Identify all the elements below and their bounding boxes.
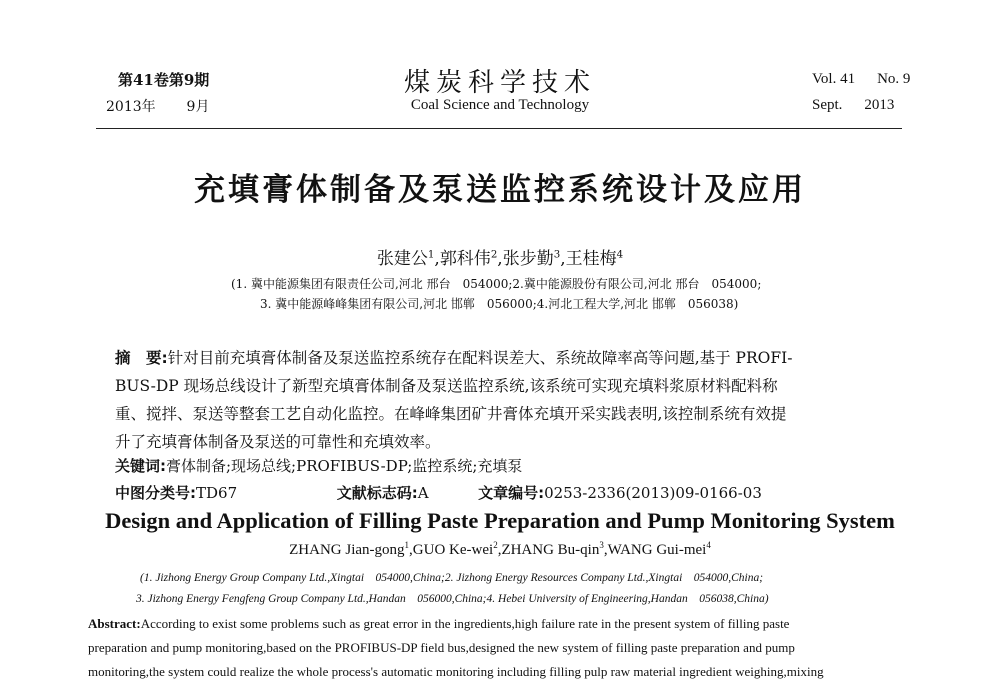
author-4-en: WANG Gui-mei [607,542,707,558]
number-en: No. 9 [877,71,911,87]
classification-line [115,482,762,503]
author-3-en: ZHANG Bu-qin [501,542,600,558]
keywords-cn-text: 膏体制备;现场总线;PROFIBUS-DP;监控系统;充填泵 [166,457,523,475]
abstract-cn-text-1: 针对目前充填膏体制备及泵送监控系统存在配料误差大、系统故障率高等问题,基于 PROFI- [167,349,793,367]
abstract-cn-line-4: 升了充填膏体制备及泵送的可靠性和充填效率。 [115,433,441,451]
abstract-cn-line-3: 重、搅拌、泵送等整套工艺自动化监控。在峰峰集团矿井膏体充填开采实践表明,该控制系统有效提 [115,405,787,423]
affiliation-cn-line-1: (1. 冀中能源集团有限责任公司,河北 邢台 054000;2.冀中能源股份有限公司,河北 邢台 054000; [231,277,762,291]
journal-name-cn: 煤炭科学技术 [403,68,596,98]
author-4-cn: 王桂梅 [565,249,617,269]
author-sep: , [560,249,566,269]
article-number-label: 文章编号: [478,484,545,502]
keywords-cn [115,455,522,476]
header-rule [96,128,902,129]
paper-title-en: Design and Application of Filling Paste Preparation and Pump Monitoring System [105,508,895,533]
year-cn: 2013年 [106,99,156,115]
author-1-en-mark: 1 [404,540,410,550]
authors-en [0,542,1000,559]
author-2-cn: 郭科伟 [439,249,491,269]
author-4-cn-mark: 4 [616,249,624,261]
author-1-cn: 张建公 [376,249,428,269]
abstract-en-line-3: monitoring,the system could realize the whole process's automatic monitoring including filling pulp raw material ingredient weighing,mixing [88,664,824,679]
doc-code-value: A [417,484,429,502]
author-sep: , [434,249,440,269]
author-sep: , [409,542,413,558]
abstract-cn-line-1 [115,344,895,372]
author-sep: , [497,249,503,269]
volume-issue-cn: 第41卷第9期 [118,71,210,89]
authors-cn [0,244,1000,269]
doc-code-label: 文献标志码: [336,484,418,502]
abstract-en-text-1: According to exist some problems such as great error in the ingredients,high failure rate in the present system of filling paste [140,616,790,631]
abstract-en-line-1 [88,612,918,636]
clc-value: TD67 [196,484,238,502]
author-3-cn-mark: 3 [553,249,561,261]
affiliation-en-line-2: 3. Jizhong Energy Fengfeng Group Company Ltd.,Handan 056000,China;4. Hebei University of Engineering,Handan 056038,China) [136,593,769,605]
keywords-cn-label: 关键词: [115,457,166,475]
paper-title-cn: 充填膏体制备及泵送监控系统设计及应用 [194,172,806,208]
author-3-cn: 张步勤 [502,249,554,269]
abstract-en-line-2: preparation and pump monitoring,based on the PROFIBUS-DP field bus,designed the new system of filling paste preparation and pump [88,640,795,655]
month-cn: 9月 [186,99,210,115]
abstract-en-label: Abstract: [88,616,141,631]
year-en: 2013 [864,97,895,113]
author-2-en: GUO Ke-wei [412,542,494,558]
author-4-en-mark: 4 [706,540,711,550]
author-2-en-mark: 2 [493,540,498,550]
journal-name-en: Coal Science and Technology [410,97,590,113]
affiliation-en-line-1: (1. Jizhong Energy Group Company Ltd.,Xingtai 054000,China;2. Jizhong Energy Resources Company Ltd.,Xingtai 054000,China; [140,572,764,584]
author-sep: , [497,542,502,558]
abstract-en [88,612,918,684]
abstract-cn-line-2: BUS-DP 现场总线设计了新型充填膏体制备及泵送监控系统,该系统可实现充填料浆原材料配料称 [115,377,778,395]
author-3-en-mark: 3 [599,540,604,550]
month-en: Sept. [812,97,843,113]
article-number-value: 0253-2336(2013)09-0166-03 [544,484,762,502]
affiliation-cn-line-2: 3. 冀中能源峰峰集团有限公司,河北 邯郸 056000;4.河北工程大学,河北 邯郸 056038) [260,297,739,311]
clc-label: 中图分类号: [115,484,196,502]
volume-en: Vol. 41 [812,71,856,87]
author-2-cn-mark: 2 [490,249,498,261]
abstract-cn-label: 摘 要: [115,349,168,367]
abstract-cn [115,344,895,456]
author-sep: , [603,542,608,558]
author-1-en: ZHANG Jian-gong [289,542,405,558]
volume-number-en [812,71,910,88]
date-en [812,97,894,114]
author-1-cn-mark: 1 [427,249,435,261]
